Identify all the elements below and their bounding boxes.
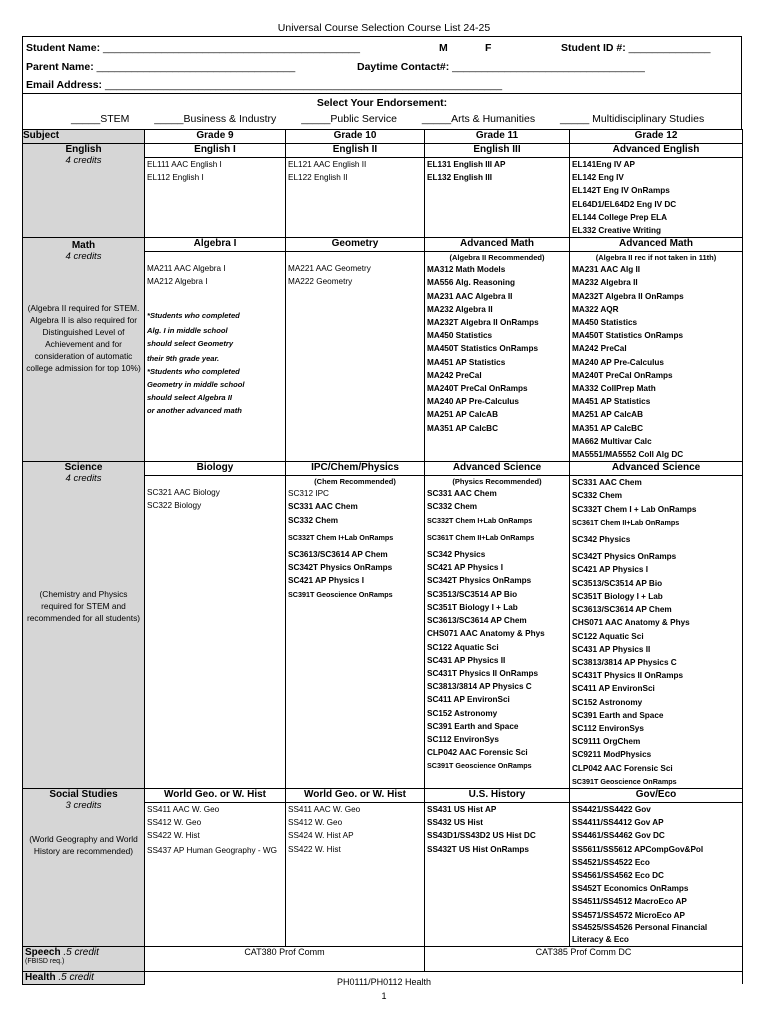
course-item[interactable]: SC342 Physics bbox=[427, 550, 486, 560]
course-item[interactable]: SS4525/SS4526 Personal Financial Literacy & Eco bbox=[572, 922, 708, 944]
course-item[interactable]: SC321 AAC Biology bbox=[147, 488, 220, 498]
math-credits: 4 credits bbox=[65, 251, 102, 263]
math-g9-cell bbox=[145, 252, 286, 462]
course-item[interactable]: EL111 AAC English I bbox=[147, 160, 222, 169]
endorsement-section bbox=[22, 94, 742, 130]
course-item[interactable]: SS5611/SS5612 APCompGov&Pol bbox=[572, 844, 704, 854]
course-item[interactable]: SC3613/SC3614 AP Chem bbox=[572, 605, 672, 615]
course-item[interactable]: MA221 AAC Geometry bbox=[288, 264, 371, 274]
course-item[interactable]: SC342T Physics OnRamps bbox=[288, 563, 393, 573]
course-item[interactable]: SS4511/SS4512 MacroEco AP bbox=[572, 897, 687, 907]
math-g9-note: or another advanced math bbox=[147, 405, 242, 415]
science-name: Science bbox=[64, 462, 103, 474]
course-item[interactable]: MA240 AP Pre-Calculus bbox=[572, 357, 664, 367]
course-item[interactable]: SC431 AP Physics II bbox=[427, 655, 506, 665]
course-item[interactable]: SC391T Geoscience OnRamps bbox=[288, 589, 393, 599]
course-item[interactable]: EL132 English III bbox=[427, 173, 493, 183]
course-item[interactable]: MA232 Algebra II bbox=[427, 304, 493, 314]
course-item[interactable]: MA332 CollPrep Math bbox=[572, 384, 656, 394]
course-item[interactable]: MA351 AP CalcBC bbox=[572, 423, 643, 433]
grade-11-header: Grade 11 bbox=[425, 130, 570, 144]
course-item[interactable]: SC421 AP Physics I bbox=[427, 563, 504, 573]
course-item[interactable]: SC342 Physics bbox=[572, 535, 631, 545]
social-name: Social Studies bbox=[49, 788, 118, 800]
math-g11-head: Advanced Math bbox=[425, 238, 570, 252]
english-g11-head: English III bbox=[425, 144, 570, 158]
course-item[interactable]: MA240 AP Pre-Calculus bbox=[427, 397, 519, 407]
social-credits: 3 credits bbox=[65, 799, 102, 811]
course-item[interactable]: MA240T PreCal OnRamps bbox=[427, 384, 528, 394]
social-head-row bbox=[23, 788, 743, 802]
course-item[interactable]: SC112 EnvironSys bbox=[572, 723, 644, 733]
student-id-row bbox=[561, 42, 710, 54]
course-item[interactable]: SC351T Biology I + Lab bbox=[427, 602, 518, 612]
course-item[interactable]: SC391 Earth and Space bbox=[427, 721, 519, 731]
course-item[interactable]: SS4411/SS4412 Gov AP bbox=[572, 818, 664, 828]
speech-credit: .5 credit bbox=[63, 946, 99, 958]
math-g9-note: *Students who completed bbox=[147, 366, 240, 376]
math-g12-cell bbox=[570, 252, 743, 462]
course-item[interactable]: SC122 Aquatic Sci bbox=[572, 631, 644, 641]
math-note: (Algebra II required for STEM. Algebra II is also required for Distinguished Level of Achievement and for consideration of automatic college admission for top 10%) bbox=[26, 303, 141, 374]
endorsement-option-stem[interactable]: _____STEM bbox=[71, 113, 130, 125]
parent-name-label: Parent Name: bbox=[26, 61, 94, 73]
endorsement-heading: Select Your Endorsement: bbox=[316, 97, 448, 109]
course-item[interactable]: SC431T Physics II OnRamps bbox=[427, 668, 539, 678]
math-name: Math bbox=[71, 240, 96, 252]
course-item[interactable]: MA242 PreCal bbox=[572, 344, 627, 354]
course-item[interactable]: SC332T Chem I + Lab OnRamps bbox=[572, 504, 697, 514]
math-g10-cell bbox=[286, 252, 425, 462]
course-item[interactable]: SC331 AAC Chem bbox=[572, 478, 642, 488]
course-item[interactable]: SS431 US Hist AP bbox=[427, 804, 497, 814]
science-credits: 4 credits bbox=[65, 473, 102, 485]
course-item[interactable]: SS4571/SS4572 MicroEco AP bbox=[572, 910, 686, 920]
social-subject-cell bbox=[23, 788, 145, 946]
math-head-row bbox=[23, 238, 743, 252]
health-credit: .5 credit bbox=[58, 971, 94, 983]
speech-name: Speech bbox=[25, 946, 61, 958]
course-item[interactable]: SC9211 ModPhysics bbox=[572, 750, 652, 760]
course-item[interactable]: MA662 Multivar Calc bbox=[572, 436, 652, 446]
course-item[interactable]: EL144 College Prep ELA bbox=[572, 212, 668, 222]
course-item[interactable]: SS422 W. Hist bbox=[147, 831, 200, 841]
course-item[interactable]: SS411 AAC W. Geo bbox=[288, 804, 361, 814]
course-item[interactable]: MA251 AP CalcAB bbox=[427, 410, 498, 420]
course-item[interactable]: SC332 Chem bbox=[427, 502, 478, 512]
course-item[interactable]: MA232T Algebra II OnRamps bbox=[572, 291, 684, 301]
course-item[interactable]: SC152 Astronomy bbox=[427, 708, 498, 718]
social-g9-cell bbox=[145, 802, 286, 946]
english-g9-cell bbox=[145, 158, 286, 238]
course-item[interactable]: MA451 AP Statistics bbox=[427, 357, 506, 367]
course-item[interactable]: SC3813/3814 AP Physics C bbox=[572, 657, 677, 667]
health-name: Health bbox=[25, 971, 56, 983]
math-g10-head: Geometry bbox=[286, 238, 425, 252]
student-name-row bbox=[26, 42, 360, 54]
math-g9-note: should select Geometry bbox=[147, 338, 234, 348]
science-g12-head: Advanced Science bbox=[570, 462, 743, 476]
course-item[interactable]: SS4561/SS4562 Eco DC bbox=[572, 870, 664, 880]
endorsement-options bbox=[71, 113, 726, 125]
course-item[interactable]: SC331 AAC Chem bbox=[427, 489, 497, 499]
course-item[interactable]: SC9111 OrgChem bbox=[572, 737, 641, 747]
math-g9-note: *Students who completed bbox=[147, 310, 240, 320]
math-g11-cell bbox=[425, 252, 570, 462]
health-course[interactable]: PH0111/PH0112 Health bbox=[336, 977, 432, 987]
course-item[interactable]: SC411 AP EnvironSci bbox=[572, 684, 655, 694]
social-g9-head: World Geo. or W. Hist bbox=[145, 788, 286, 802]
course-item[interactable]: CHS071 AAC Anatomy & Phys bbox=[427, 629, 545, 639]
course-item[interactable]: MA240T PreCal OnRamps bbox=[572, 370, 673, 380]
grade-header-row bbox=[23, 130, 743, 144]
course-item[interactable]: SC421 AP Physics I bbox=[572, 565, 649, 575]
math-g9-note: should select Algebra II bbox=[147, 392, 232, 402]
course-item[interactable]: SC361T Chem II+Lab OnRamps bbox=[427, 532, 535, 542]
english-g9-head: English I bbox=[145, 144, 286, 158]
student-name-label: Student Name: bbox=[26, 42, 101, 54]
science-g11-head: Advanced Science bbox=[425, 462, 570, 476]
course-item[interactable]: EL131 English III AP bbox=[427, 160, 506, 169]
course-item[interactable]: EL64D1/EL64D2 Eng IV DC bbox=[572, 199, 677, 209]
course-item[interactable]: SC312 IPC bbox=[288, 489, 329, 499]
english-g11-cell bbox=[425, 158, 570, 238]
subject-header: Subject bbox=[23, 130, 145, 144]
course-item[interactable]: MA351 AP CalcBC bbox=[427, 423, 498, 433]
course-item[interactable]: SS432 US Hist bbox=[427, 818, 483, 828]
speech-g11-g12-cell[interactable]: CAT385 Prof Comm DC bbox=[425, 946, 743, 971]
course-item[interactable]: SC342T Physics OnRamps bbox=[572, 552, 677, 562]
speech-subject-cell bbox=[23, 946, 145, 971]
course-item[interactable]: SS422 W. Hist bbox=[288, 844, 341, 854]
course-item[interactable]: SS4461/SS4462 Gov DC bbox=[572, 831, 665, 841]
course-item[interactable]: SC3613/SC3614 AP Chem bbox=[288, 550, 388, 560]
course-item[interactable]: SC322 Biology bbox=[147, 501, 202, 511]
english-head-row bbox=[23, 144, 743, 158]
course-table bbox=[22, 129, 743, 985]
course-item[interactable]: SC411 AP EnvironSci bbox=[427, 695, 510, 705]
science-g11-recommendation: (Physics Recommended) bbox=[452, 477, 542, 487]
course-item[interactable]: SC3613/SC3614 AP Chem bbox=[427, 616, 527, 626]
daytime-contact-row bbox=[357, 61, 645, 73]
course-item[interactable]: SC431 AP Physics II bbox=[572, 644, 651, 654]
student-name-field[interactable]: ____________________________________________ bbox=[103, 42, 360, 54]
course-item[interactable]: MA231 AAC Algebra II bbox=[427, 291, 513, 301]
course-item[interactable]: MA450T Statistics OnRamps bbox=[427, 344, 539, 354]
endorsement-option-business[interactable]: _____Business & Industry bbox=[154, 113, 277, 125]
course-item[interactable]: MA450 Statistics bbox=[572, 318, 638, 328]
math-g9-head: Algebra I bbox=[145, 238, 286, 252]
student-info-box bbox=[22, 36, 742, 94]
course-item[interactable]: MA211 AAC Algebra I bbox=[147, 264, 226, 274]
science-g11-cell bbox=[425, 476, 570, 789]
course-item[interactable]: MA251 AP CalcAB bbox=[572, 410, 643, 420]
course-item[interactable]: SC421 AP Physics I bbox=[288, 576, 365, 586]
parent-name-row bbox=[26, 61, 295, 73]
course-item[interactable]: CLP042 AAC Forensic Sci bbox=[572, 763, 673, 773]
document-title: Universal Course Selection Course List 24-25 bbox=[277, 22, 491, 34]
course-item[interactable]: SS43D1/SS43D2 US Hist DC bbox=[427, 831, 536, 841]
course-item[interactable]: SC332 Chem bbox=[288, 515, 339, 525]
science-head-row bbox=[23, 462, 743, 476]
speech-requirement: (FBISD req.) bbox=[25, 957, 65, 965]
social-note: (World Geography and World History are recommended) bbox=[29, 833, 138, 856]
social-g10-cell bbox=[286, 802, 425, 946]
course-item[interactable]: MA450 Statistics bbox=[427, 331, 493, 341]
course-item[interactable]: SC332T Chem I+Lab OnRamps bbox=[427, 515, 533, 525]
course-item[interactable]: MA5551/MA5552 Coll Alg DC bbox=[572, 450, 684, 460]
course-item[interactable]: SS437 AP Human Geography - WG bbox=[147, 845, 278, 855]
science-g12-cell bbox=[570, 476, 743, 789]
daytime-contact-field[interactable]: _________________________________ bbox=[452, 61, 645, 73]
speech-row bbox=[23, 946, 743, 971]
parent-name-field[interactable]: __________________________________ bbox=[96, 61, 296, 73]
endorsement-option-multidisciplinary[interactable]: _____ Multidisciplinary Studies bbox=[560, 113, 705, 125]
science-g10-cell bbox=[286, 476, 425, 789]
f-option[interactable]: F bbox=[485, 42, 492, 54]
english-g10-cell bbox=[286, 158, 425, 238]
course-item[interactable]: SC112 EnvironSys bbox=[427, 734, 499, 744]
science-g10-recommendation: (Chem Recommended) bbox=[314, 477, 396, 487]
course-item[interactable]: MA556 Alg. Reasoning bbox=[427, 278, 515, 288]
social-g11-cell bbox=[425, 802, 570, 946]
course-item[interactable]: EL112 English I bbox=[147, 173, 204, 183]
course-item[interactable]: SC332 Chem bbox=[572, 491, 623, 501]
english-subject-cell bbox=[23, 144, 145, 238]
course-item[interactable]: SS424 W. Hist AP bbox=[288, 831, 354, 841]
course-item[interactable]: MA231 AAC Alg II bbox=[572, 265, 641, 275]
grade-9-header: Grade 9 bbox=[145, 130, 286, 144]
course-item[interactable]: SC351T Biology I + Lab bbox=[572, 591, 663, 601]
english-g12-cell bbox=[570, 158, 743, 238]
social-g12-head: Gov/Eco bbox=[570, 788, 743, 802]
daytime-contact-label: Daytime Contact#: bbox=[357, 61, 450, 73]
math-g12-head: Advanced Math bbox=[570, 238, 743, 252]
course-item[interactable]: SC391T Geoscience OnRamps bbox=[427, 761, 532, 771]
science-note: (Chemistry and Physics required for STEM and recommended for all students) bbox=[26, 589, 141, 624]
science-g10-head: IPC/Chem/Physics bbox=[286, 462, 425, 476]
course-item[interactable]: SS432T US Hist OnRamps bbox=[427, 844, 529, 854]
student-id-field[interactable]: ______________ bbox=[628, 42, 711, 54]
course-item[interactable]: SC152 Astronomy bbox=[572, 697, 643, 707]
course-item[interactable]: SS452T Economics OnRamps bbox=[572, 884, 689, 894]
course-item[interactable]: SC332T Chem I+Lab OnRamps bbox=[288, 532, 394, 542]
course-item[interactable]: MA232T Algebra II OnRamps bbox=[427, 318, 539, 328]
m-option[interactable]: M bbox=[439, 42, 448, 54]
social-g11-head: U.S. History bbox=[425, 788, 570, 802]
course-item[interactable]: MA312 Math Models bbox=[427, 265, 506, 275]
science-g9-cell bbox=[145, 476, 286, 789]
english-g10-head: English II bbox=[286, 144, 425, 158]
email-row bbox=[26, 79, 502, 91]
science-subject-cell bbox=[23, 462, 145, 789]
course-item[interactable]: EL121 AAC English II bbox=[288, 160, 367, 169]
course-item[interactable]: SC331 AAC Chem bbox=[288, 502, 358, 512]
course-item[interactable]: SS412 W. Geo bbox=[288, 818, 343, 828]
math-g12-recommendation: (Algebra II rec if not taken in 11th) bbox=[595, 253, 717, 263]
math-subject-cell bbox=[23, 238, 145, 462]
endorsement-option-arts[interactable]: _____Arts & Humanities bbox=[421, 113, 536, 125]
course-item[interactable]: SC361T Chem II+Lab OnRamps bbox=[572, 517, 680, 527]
course-item[interactable]: MA450T Statistics OnRamps bbox=[572, 331, 684, 341]
course-item[interactable]: SC431T Physics II OnRamps bbox=[572, 671, 684, 681]
course-item[interactable]: SS4421/SS4422 Gov bbox=[572, 804, 651, 814]
english-credits: 4 credits bbox=[65, 155, 102, 166]
course-item[interactable]: SC122 Aquatic Sci bbox=[427, 642, 499, 652]
course-item[interactable]: EL122 English II bbox=[288, 173, 348, 183]
page-number: 1 bbox=[381, 991, 387, 1001]
course-item[interactable]: CLP042 AAC Forensic Sci bbox=[427, 748, 528, 758]
endorsement-option-public-service[interactable]: _____Public Service bbox=[301, 113, 397, 125]
course-item[interactable]: SS4521/SS4522 Eco bbox=[572, 857, 650, 867]
course-item[interactable]: SS411 AAC W. Geo bbox=[147, 804, 220, 814]
course-item[interactable]: SC3813/3814 AP Physics C bbox=[427, 682, 532, 692]
math-g9-note: Alg. I in middle school bbox=[147, 325, 228, 335]
speech-g9-g10-cell[interactable]: CAT380 Prof Comm bbox=[145, 946, 425, 971]
course-item[interactable]: MA222 Geometry bbox=[288, 277, 353, 287]
course-item[interactable]: EL142 Eng IV bbox=[572, 173, 624, 183]
course-item[interactable]: EL142T Eng IV OnRamps bbox=[572, 186, 670, 196]
email-label: Email Address: bbox=[26, 79, 103, 91]
course-item[interactable]: EL332 Creative Writing bbox=[572, 226, 662, 236]
science-g9-head: Biology bbox=[145, 462, 286, 476]
course-item[interactable]: SS412 W. Geo bbox=[147, 818, 202, 828]
course-item[interactable]: MA451 AP Statistics bbox=[572, 397, 651, 407]
course-item[interactable]: MA322 AQR bbox=[572, 304, 619, 314]
english-name: English bbox=[65, 144, 102, 155]
student-id-label: Student ID #: bbox=[561, 42, 626, 54]
social-g12-cell bbox=[570, 802, 743, 946]
email-field[interactable]: ____________________________________________________________________ bbox=[104, 79, 503, 91]
course-item[interactable]: SC3513/SC3514 AP Bio bbox=[572, 578, 663, 588]
course-item[interactable]: MA232 Algebra II bbox=[572, 278, 638, 288]
math-g9-note: Geometry in middle school bbox=[147, 379, 245, 389]
social-g10-head: World Geo. or W. Hist bbox=[286, 788, 425, 802]
grade-10-header: Grade 10 bbox=[286, 130, 425, 144]
math-g9-note: their 9th grade year. bbox=[147, 353, 220, 363]
english-g12-head: Advanced English bbox=[570, 144, 743, 158]
course-item[interactable]: MA242 PreCal bbox=[427, 370, 482, 380]
course-item[interactable]: EL141Eng IV AP bbox=[572, 160, 635, 169]
grade-12-header: Grade 12 bbox=[570, 130, 743, 144]
course-item[interactable]: SC342T Physics OnRamps bbox=[427, 576, 532, 586]
course-item[interactable]: CHS071 AAC Anatomy & Phys bbox=[572, 618, 690, 628]
course-item[interactable]: MA212 Algebra I bbox=[147, 277, 208, 287]
course-item[interactable]: SC391 Earth and Space bbox=[572, 710, 664, 720]
course-item[interactable]: SC3513/SC3514 AP Bio bbox=[427, 589, 518, 599]
math-g11-recommendation: (Algebra II Recommended) bbox=[449, 253, 545, 263]
course-item[interactable]: SC391T Geoscience OnRamps bbox=[572, 776, 677, 786]
